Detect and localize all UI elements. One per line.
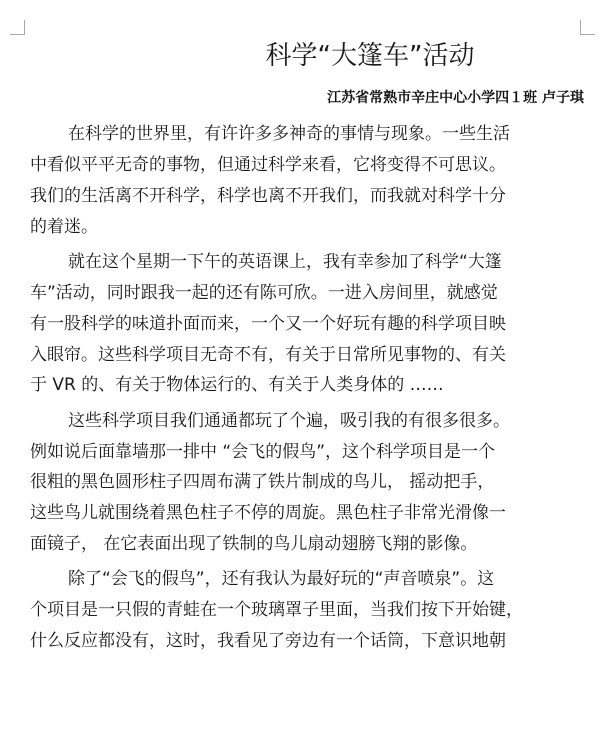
page-corner-mark-left — [10, 20, 25, 35]
paragraph-line: 入眼帘。这些科学项目无奇不有，有关于日常所见事物的、有关 — [30, 344, 506, 365]
paragraph-line: 这些鸟儿就围绕着黑色柱子不停的周旋。黑色柱子非常光滑像一 — [30, 503, 506, 524]
paragraph-line: 就在这个星期一下午的英语课上，我有幸参加了科学“大篷 — [68, 251, 502, 272]
paragraph-line: 这些科学项目我们通通都玩了个遍，吸引我的有很多很多。 — [68, 410, 510, 431]
paragraph-line: 有一股科学的味道扑面而来，一个又一个好玩有趣的科学项目映 — [30, 313, 506, 334]
paragraph-line: 在科学的世界里，有许许多多神奇的事情与现象。一些生活 — [68, 124, 510, 144]
page-corner-mark-right — [580, 20, 595, 35]
paragraph-3 — [30, 406, 585, 560]
paragraph-line: 我们的生活离不开科学，科学也离不开我们，而我就对科学十分 — [30, 185, 506, 206]
author-line: 江苏省常熟市辛庄中心小学四１班 卢子琪 — [327, 90, 584, 106]
paragraph-line: 什么反应都没有，这时，我看见了旁边有一个话筒，下意识地朝 — [30, 631, 506, 652]
paragraph-line: 的着迷。 — [30, 216, 98, 237]
paragraph-line: 车”活动，同时跟我一起的还有陈可欣。一进入房间里，就感觉 — [30, 282, 498, 303]
paragraph-line: 例如说后面靠墙那一排中 “会飞的假鸟”，这个科学项目是一个 — [30, 441, 496, 462]
paragraph-2 — [30, 247, 585, 401]
paragraph-line: 除了“会飞的假鸟”，还有我认为最好玩的“声音喷泉”。这 — [68, 569, 495, 590]
paragraph-line: 中看似平平无奇的事物，但通过科学来看，它将变得不可思议。 — [30, 154, 506, 175]
paragraph-line: 个项目是一只假的青蛙在一个玻璃罩子里面，当我们按下开始键， — [30, 600, 523, 621]
document-title: 科学“大篷车”活动 — [265, 41, 475, 71]
paragraph-line: 很粗的黑色圆形柱子四周布满了铁片制成的鸟儿， 摇动把手， — [30, 472, 495, 493]
document-body — [30, 119, 585, 657]
paragraph-line: 面镜子， 在它表面出现了铁制的鸟儿扇动翅膀飞翔的影像。 — [30, 534, 478, 555]
paragraph-4 — [30, 564, 585, 657]
paragraph-line: 于 VR 的、有关于物体运行的、有关于人类身体的 …… — [30, 375, 444, 396]
paragraph-1 — [30, 119, 585, 243]
